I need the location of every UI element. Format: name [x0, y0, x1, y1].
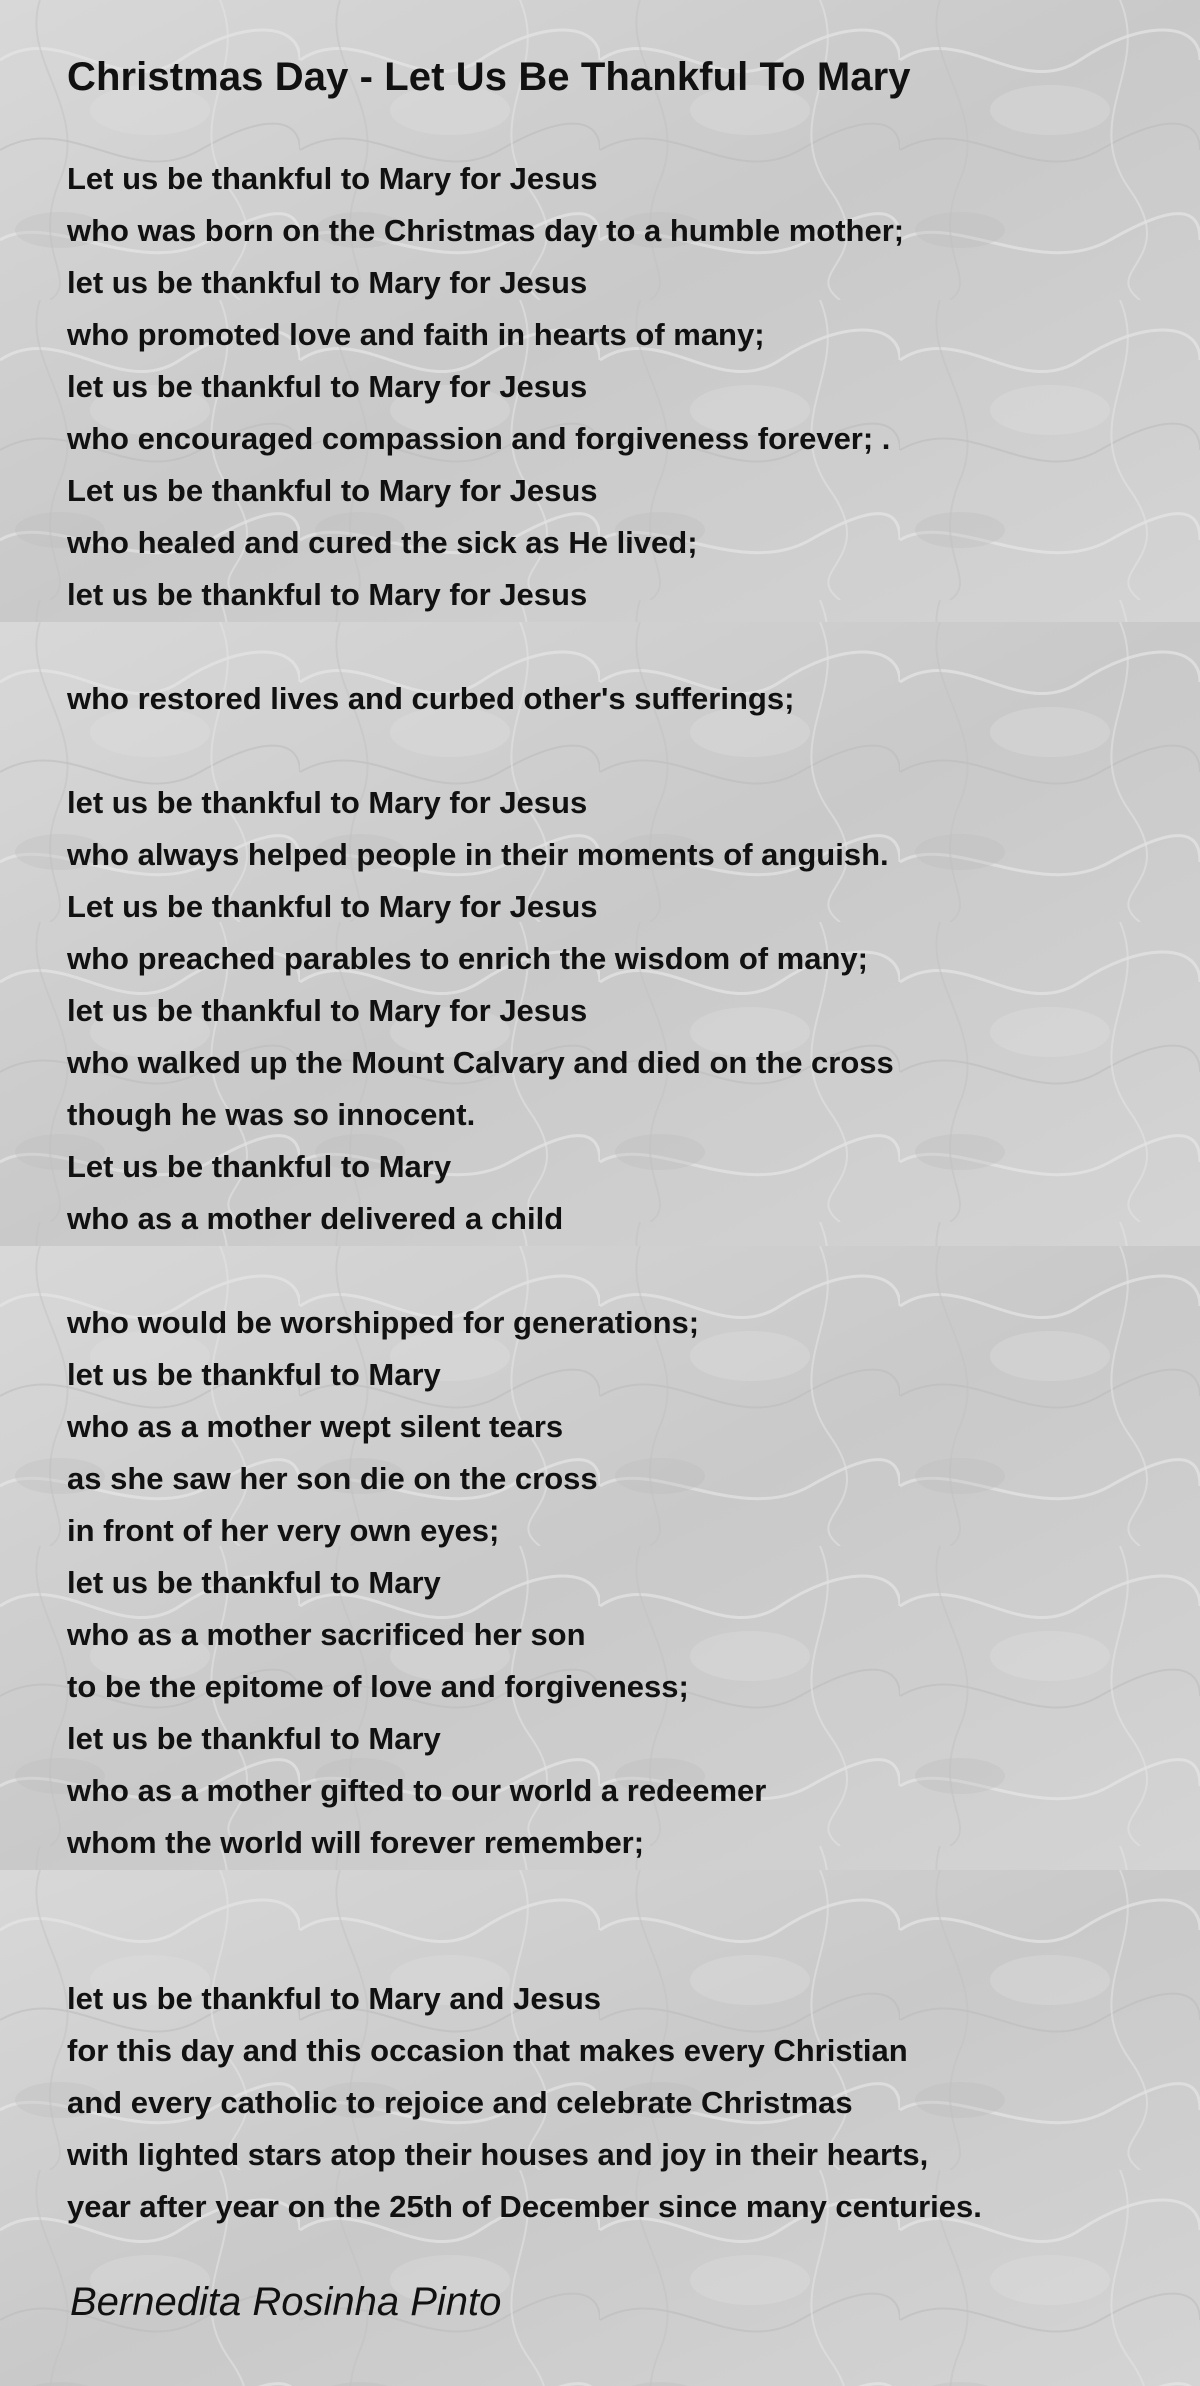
poem-line: who would be worshipped for generations;: [67, 1305, 700, 1340]
poem-line: let us be thankful to Mary for Jesus: [67, 993, 588, 1028]
poem-line: with lighted stars atop their houses and joy in their hearts,: [67, 2137, 929, 2172]
poem-line: who encouraged compassion and forgiveness forever; .: [67, 421, 891, 456]
poem-line: let us be thankful to Mary: [67, 1357, 441, 1392]
stanza-gap: [67, 1921, 1167, 1973]
poem-line: as she saw her son die on the cross: [67, 1461, 598, 1496]
poem-line: year after year on the 25th of December since many centuries.: [67, 2189, 982, 2224]
poem-line: who walked up the Mount Calvary and died on the cross: [67, 1045, 894, 1080]
poem-line: let us be thankful to Mary: [67, 1565, 441, 1600]
poem-line: who promoted love and faith in hearts of many;: [67, 317, 765, 352]
poem-line: though he was so innocent.: [67, 1097, 476, 1132]
poem-line: who healed and cured the sick as He lived;: [67, 525, 698, 560]
poem-line: and every catholic to rejoice and celebrate Christmas: [67, 2085, 853, 2120]
poem-line: Let us be thankful to Mary for Jesus: [67, 889, 598, 924]
poem-line: let us be thankful to Mary and Jesus: [67, 1981, 602, 2016]
poem-line: let us be thankful to Mary: [67, 1721, 441, 1756]
poem-body: [67, 153, 1167, 2233]
stanza-gap: [67, 621, 1167, 673]
poem-line: let us be thankful to Mary for Jesus: [67, 265, 588, 300]
poem-line: Let us be thankful to Mary: [67, 1149, 452, 1184]
poem-line: Let us be thankful to Mary for Jesus: [67, 473, 598, 508]
stanza-gap: [67, 725, 1167, 777]
poem-line: who as a mother delivered a child: [67, 1201, 564, 1236]
poem-line: whom the world will forever remember;: [67, 1825, 645, 1860]
poem-line: who as a mother wept silent tears: [67, 1409, 564, 1444]
poem-line: in front of her very own eyes;: [67, 1513, 500, 1548]
stanza-gap: [67, 1869, 1167, 1921]
poem-line: let us be thankful to Mary for Jesus: [67, 369, 588, 404]
poem-author: Bernedita Rosinha Pinto: [70, 2280, 502, 2324]
poem-line: who restored lives and curbed other's sufferings;: [67, 681, 795, 716]
stanza-gap: [67, 1245, 1167, 1297]
poem-line: Let us be thankful to Mary for Jesus: [67, 161, 598, 196]
poem-line: who always helped people in their moments of anguish.: [67, 837, 889, 872]
poem-line: who as a mother gifted to our world a redeemer: [67, 1773, 767, 1808]
poem-line: for this day and this occasion that makes every Christian: [67, 2033, 908, 2068]
poem-line: who as a mother sacrificed her son: [67, 1617, 586, 1652]
poem-line: to be the epitome of love and forgiveness;: [67, 1669, 689, 1704]
poem-line: who preached parables to enrich the wisdom of many;: [67, 941, 868, 976]
poem-title: Christmas Day - Let Us Be Thankful To Mary: [67, 55, 911, 99]
poem-line: let us be thankful to Mary for Jesus: [67, 785, 588, 820]
poem-line: who was born on the Christmas day to a humble mother;: [67, 213, 905, 248]
poem-line: let us be thankful to Mary for Jesus: [67, 577, 588, 612]
